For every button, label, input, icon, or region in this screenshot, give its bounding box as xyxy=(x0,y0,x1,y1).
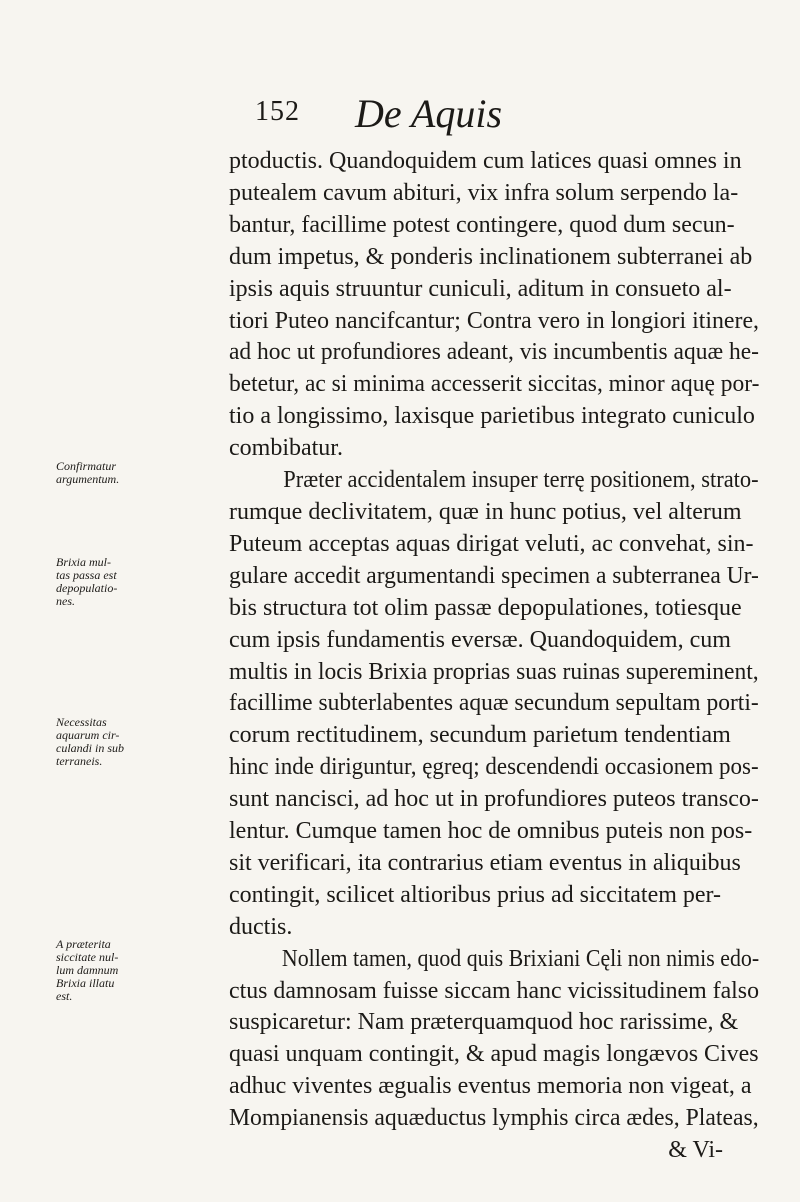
body-line: facillime subterlabentes aquæ secundum sepultam porti- xyxy=(229,690,759,717)
margin-note-line: Brixia mul- xyxy=(56,555,111,569)
body-line: tio a longissimo, laxisque parietibus integrato cuniculo xyxy=(229,403,755,430)
body-line: Puteum acceptas aquas dirigat veluti, ac convehat, sin- xyxy=(229,530,754,557)
body-line: quasi unquam contingit, & apud magis longævos Cives xyxy=(229,1041,759,1068)
catchword: & Vi- xyxy=(668,1137,723,1164)
margin-note-siccitate xyxy=(56,938,212,1003)
margin-note-line: est. xyxy=(56,989,73,1003)
body-line: rumque declivitatem, quæ in hunc potius, vel alterum xyxy=(229,498,742,525)
body-line: lentur. Cumque tamen hoc de omnibus puteis non pos- xyxy=(229,818,753,845)
body-line: ductis. xyxy=(229,913,293,940)
body-line: contingit, scilicet altioribus prius ad siccitatem per- xyxy=(229,881,722,908)
body-line: sunt nancisci, ad hoc ut in profundiores puteos transco- xyxy=(229,786,759,813)
body-line: ad hoc ut profundiores adeant, vis incumbentis aquæ he- xyxy=(229,339,759,366)
margin-note-necessitas xyxy=(56,716,212,768)
body-line: gulare accedit argumentandi specimen a subterranea Ur- xyxy=(229,562,759,589)
page-number: 152 xyxy=(255,96,300,127)
body-line: bis structura tot olim passæ depopulationes, totiesque xyxy=(229,594,742,621)
body-line: cum ipsis fundamentis eversæ. Quandoquidem, cum xyxy=(229,626,731,653)
body-text xyxy=(229,146,759,1167)
margin-note-line: siccitate nul- xyxy=(56,950,119,964)
body-line: bantur, facillime potest contingere, quod dum secun- xyxy=(229,211,735,238)
running-title: De Aquis xyxy=(355,91,503,136)
margin-note-line: A præterita xyxy=(56,937,111,951)
page-header xyxy=(255,92,800,142)
margin-note-line: lum damnum xyxy=(56,963,119,977)
body-line: ipsis aquis struuntur cuniculi, aditum in consueto al- xyxy=(229,275,732,302)
body-line: tiori Puteo nancifcantur; Contra vero in longiori itinere, xyxy=(229,307,760,334)
body-line: Mompianensis aquæductus lymphis circa ædes, Plateas, xyxy=(229,1105,759,1132)
body-line: Nollem tamen, quod quis Brixiani Cęli non nimis edo- xyxy=(281,945,760,972)
body-line: suspicaretur: Nam præterquamquod hoc rarissime, & xyxy=(229,1009,739,1036)
body-line: corum rectitudinem, secundum parietum tendentiam xyxy=(229,722,731,749)
margin-note-line: tas passa est xyxy=(56,568,117,582)
body-line: putealem cavum abituri, vix infra solum serpendo la- xyxy=(229,179,739,206)
margin-note-confirmatur xyxy=(56,460,212,486)
margin-note-line: Confirmatur xyxy=(56,459,117,473)
body-line: dum impetus, & ponderis inclinationem subterranei ab xyxy=(229,243,753,270)
body-line: combibatur. xyxy=(229,435,343,462)
margin-note-line: terraneis. xyxy=(56,754,103,768)
margin-note-line: culandi in sub xyxy=(56,741,124,755)
body-line: Præter accidentalem insuper terrę positionem, strato- xyxy=(283,467,759,494)
body-line: adhuc viventes ægualis eventus memoria non vigeat, a xyxy=(229,1073,752,1100)
margin-note-line: aquarum cir- xyxy=(56,728,120,742)
body-line: betetur, ac si minima accesserit siccitas, minor aquę por- xyxy=(229,371,760,398)
body-line: ptoductis. Quandoquidem cum latices quasi omnes in xyxy=(229,148,742,174)
margin-note-line: depopulatio- xyxy=(56,581,118,595)
body-line: hinc inde diriguntur, ęgreq; descendendi occasionem pos- xyxy=(229,754,759,781)
margin-note-line: Necessitas xyxy=(56,715,107,729)
body-line: multis in locis Brixia proprias suas ruinas supereminent, xyxy=(229,658,759,685)
margin-note-brixia xyxy=(56,556,212,608)
body-line: sit verificari, ita contrarius etiam eventus in aliquibus xyxy=(229,849,741,876)
margin-note-line: argumentum. xyxy=(56,472,120,486)
margin-note-line: Brixia illatu xyxy=(56,976,115,990)
margin-note-line: nes. xyxy=(56,594,75,608)
body-line: ctus damnosam fuisse siccam hanc vicissitudinem falso xyxy=(229,977,760,1004)
